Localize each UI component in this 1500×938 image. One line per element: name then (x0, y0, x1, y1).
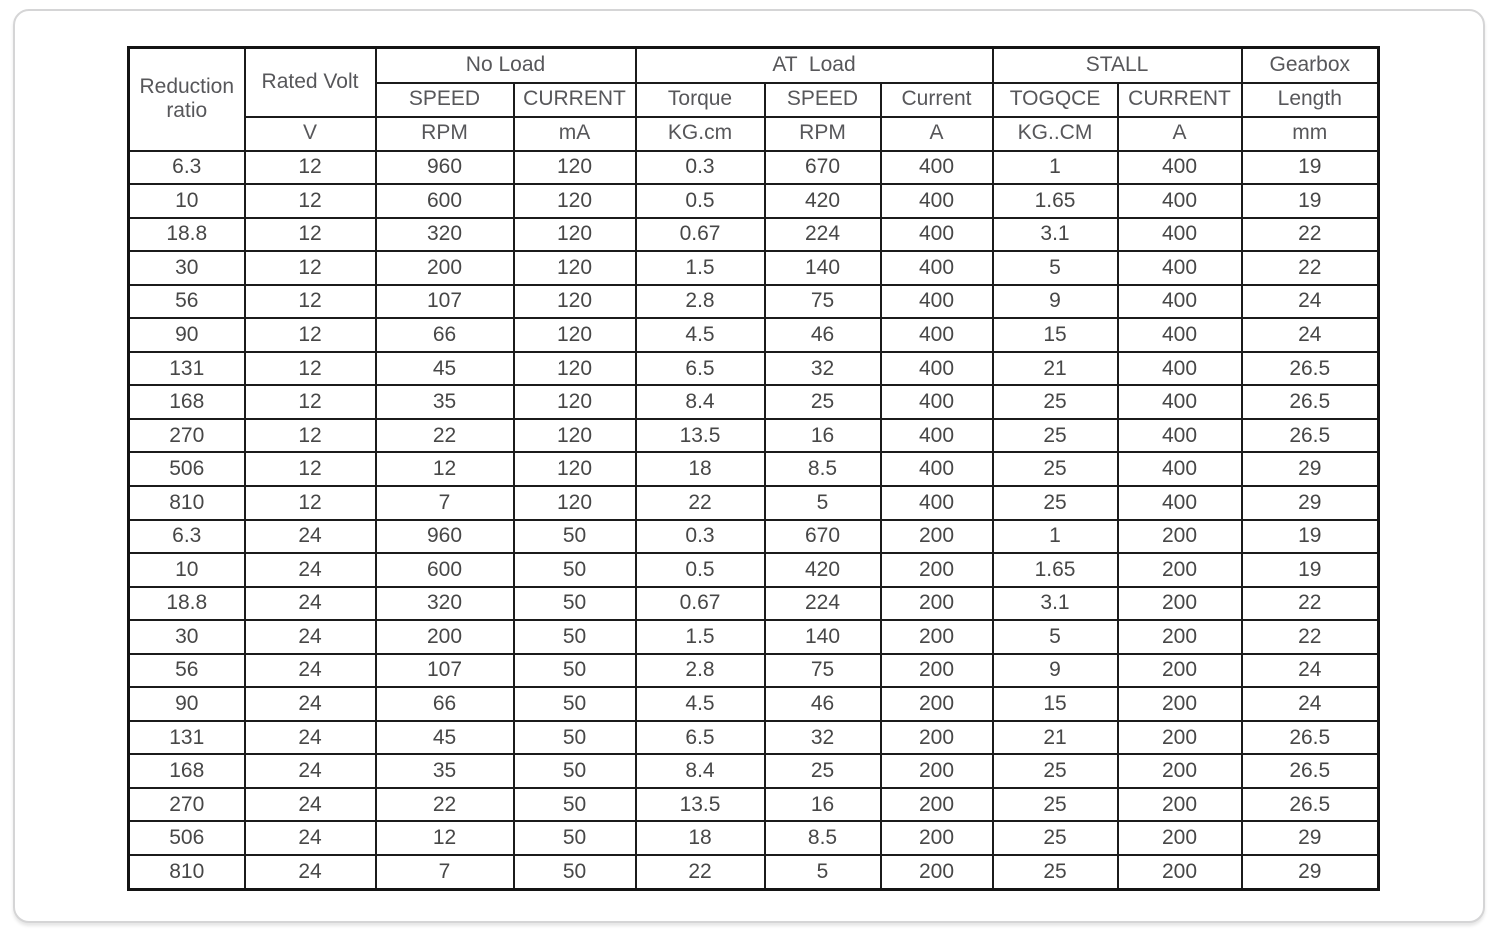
cell-value: 1.65 (993, 184, 1118, 218)
table-row (129, 788, 1379, 822)
cell-value: 7 (376, 855, 514, 890)
cell-value: 32 (765, 352, 881, 386)
cell-value: 120 (514, 318, 636, 352)
table-row (129, 721, 1379, 755)
table-row (129, 486, 1379, 520)
cell-value: 200 (881, 620, 993, 654)
cell-value: 24 (1242, 318, 1379, 352)
cell-value: 2.8 (636, 285, 765, 319)
cell-value: 50 (514, 788, 636, 822)
cell-value: 6.5 (636, 721, 765, 755)
cell-value: 670 (765, 151, 881, 185)
cell-value: 960 (376, 520, 514, 554)
cell-value: 10 (129, 184, 245, 218)
cell-value: 22 (1242, 620, 1379, 654)
cell-value: 140 (765, 251, 881, 285)
cell-value: 1.5 (636, 251, 765, 285)
cell-value: 24 (1242, 687, 1379, 721)
cell-value: 400 (1118, 251, 1242, 285)
cell-value: 0.3 (636, 151, 765, 185)
cell-value: 16 (765, 419, 881, 453)
cell-value: 400 (881, 318, 993, 352)
cell-value: 24 (245, 821, 376, 855)
cell-value: 25 (993, 419, 1118, 453)
cell-value: 22 (376, 788, 514, 822)
cell-value: 200 (881, 855, 993, 890)
cell-value: 120 (514, 218, 636, 252)
cell-value: 24 (245, 855, 376, 890)
unit-gearbox-length: mm (1242, 117, 1379, 151)
cell-value: 24 (1242, 285, 1379, 319)
unit-noload-current: mA (514, 117, 636, 151)
cell-value: 400 (1118, 352, 1242, 386)
cell-value: 1 (993, 151, 1118, 185)
cell-value: 26.5 (1242, 788, 1379, 822)
image-card (13, 9, 1485, 923)
cell-value: 24 (245, 754, 376, 788)
unit-noload-speed: RPM (376, 117, 514, 151)
cell-value: 50 (514, 620, 636, 654)
cell-value: 131 (129, 352, 245, 386)
cell-value: 8.5 (765, 821, 881, 855)
cell-value: 15 (993, 318, 1118, 352)
cell-value: 8.4 (636, 754, 765, 788)
cell-value: 400 (1118, 318, 1242, 352)
cell-value: 6.3 (129, 151, 245, 185)
cell-value: 26.5 (1242, 754, 1379, 788)
cell-value: 18.8 (129, 587, 245, 621)
cell-value: 200 (376, 251, 514, 285)
cell-value: 320 (376, 218, 514, 252)
cell-value: 15 (993, 687, 1118, 721)
cell-value: 90 (129, 318, 245, 352)
cell-value: 24 (245, 553, 376, 587)
cell-value: 400 (1118, 184, 1242, 218)
cell-value: 50 (514, 754, 636, 788)
spec-table-body (129, 151, 1379, 890)
cell-value: 400 (1118, 419, 1242, 453)
cell-value: 200 (1118, 587, 1242, 621)
cell-value: 16 (765, 788, 881, 822)
cell-value: 200 (1118, 654, 1242, 688)
cell-value: 400 (881, 251, 993, 285)
cell-value: 960 (376, 151, 514, 185)
cell-value: 12 (245, 385, 376, 419)
cell-value: 3.1 (993, 587, 1118, 621)
cell-value: 22 (636, 486, 765, 520)
motor-spec-table (127, 46, 1380, 891)
cell-value: 18 (636, 452, 765, 486)
cell-value: 35 (376, 754, 514, 788)
cell-value: 25 (993, 821, 1118, 855)
cell-value: 400 (1118, 151, 1242, 185)
spec-table-header (129, 48, 1379, 151)
cell-value: 24 (245, 788, 376, 822)
cell-value: 24 (245, 620, 376, 654)
cell-value: 8.5 (765, 452, 881, 486)
cell-value: 120 (514, 419, 636, 453)
cell-value: 120 (514, 184, 636, 218)
cell-value: 7 (376, 486, 514, 520)
cell-value: 140 (765, 620, 881, 654)
cell-value: 600 (376, 184, 514, 218)
header-row-groups (129, 48, 1379, 83)
cell-value: 22 (1242, 218, 1379, 252)
cell-value: 506 (129, 821, 245, 855)
cell-value: 200 (881, 821, 993, 855)
cell-value: 0.67 (636, 587, 765, 621)
cell-value: 25 (993, 788, 1118, 822)
cell-value: 50 (514, 553, 636, 587)
cell-value: 12 (245, 419, 376, 453)
cell-value: 270 (129, 419, 245, 453)
cell-value: 200 (881, 654, 993, 688)
table-row (129, 318, 1379, 352)
cell-value: 19 (1242, 520, 1379, 554)
cell-value: 120 (514, 385, 636, 419)
table-row (129, 184, 1379, 218)
subheader-atload-torque: Torque (636, 83, 765, 117)
cell-value: 120 (514, 285, 636, 319)
cell-value: 32 (765, 721, 881, 755)
cell-value: 22 (1242, 587, 1379, 621)
unit-stall-torque: KG..CM (993, 117, 1118, 151)
cell-value: 13.5 (636, 788, 765, 822)
cell-value: 13.5 (636, 419, 765, 453)
cell-value: 19 (1242, 151, 1379, 185)
cell-value: 224 (765, 218, 881, 252)
cell-value: 200 (1118, 553, 1242, 587)
subheader-noload-current: CURRENT (514, 83, 636, 117)
cell-value: 400 (1118, 385, 1242, 419)
cell-value: 506 (129, 452, 245, 486)
cell-value: 24 (245, 520, 376, 554)
cell-value: 56 (129, 285, 245, 319)
table-row (129, 754, 1379, 788)
cell-value: 400 (1118, 218, 1242, 252)
cell-value: 1.65 (993, 553, 1118, 587)
cell-value: 200 (1118, 687, 1242, 721)
cell-value: 120 (514, 151, 636, 185)
cell-value: 18 (636, 821, 765, 855)
cell-value: 8.4 (636, 385, 765, 419)
cell-value: 46 (765, 318, 881, 352)
table-row (129, 821, 1379, 855)
unit-stall-current: A (1118, 117, 1242, 151)
cell-value: 12 (245, 452, 376, 486)
cell-value: 200 (881, 687, 993, 721)
table-row (129, 419, 1379, 453)
cell-value: 0.67 (636, 218, 765, 252)
cell-value: 45 (376, 721, 514, 755)
cell-value: 29 (1242, 821, 1379, 855)
cell-value: 400 (881, 184, 993, 218)
cell-value: 400 (881, 452, 993, 486)
cell-value: 24 (245, 687, 376, 721)
cell-value: 21 (993, 352, 1118, 386)
cell-value: 0.5 (636, 184, 765, 218)
table-row (129, 855, 1379, 890)
cell-value: 18.8 (129, 218, 245, 252)
table-row (129, 218, 1379, 252)
cell-value: 5 (993, 251, 1118, 285)
cell-value: 12 (376, 452, 514, 486)
cell-value: 120 (514, 452, 636, 486)
cell-value: 107 (376, 654, 514, 688)
cell-value: 400 (1118, 452, 1242, 486)
table-row (129, 553, 1379, 587)
cell-value: 50 (514, 520, 636, 554)
subheader-stall-torque: TOGQCE (993, 83, 1118, 117)
cell-value: 200 (881, 721, 993, 755)
cell-value: 12 (245, 352, 376, 386)
cell-value: 6.3 (129, 520, 245, 554)
cell-value: 12 (245, 285, 376, 319)
cell-value: 200 (376, 620, 514, 654)
cell-value: 19 (1242, 553, 1379, 587)
cell-value: 400 (1118, 486, 1242, 520)
cell-value: 24 (1242, 654, 1379, 688)
cell-value: 25 (993, 754, 1118, 788)
cell-value: 10 (129, 553, 245, 587)
cell-value: 6.5 (636, 352, 765, 386)
cell-value: 4.5 (636, 687, 765, 721)
cell-value: 50 (514, 821, 636, 855)
cell-value: 670 (765, 520, 881, 554)
table-row (129, 285, 1379, 319)
cell-value: 12 (245, 318, 376, 352)
unit-atload-current: A (881, 117, 993, 151)
cell-value: 50 (514, 855, 636, 890)
table-row (129, 452, 1379, 486)
cell-value: 25 (993, 855, 1118, 890)
cell-value: 200 (1118, 821, 1242, 855)
cell-value: 200 (881, 553, 993, 587)
cell-value: 25 (765, 385, 881, 419)
cell-value: 24 (245, 721, 376, 755)
subheader-stall-current: CURRENT (1118, 83, 1242, 117)
cell-value: 12 (245, 184, 376, 218)
table-row (129, 352, 1379, 386)
cell-value: 50 (514, 654, 636, 688)
cell-value: 420 (765, 553, 881, 587)
cell-value: 9 (993, 654, 1118, 688)
header-group-no-load: No Load (376, 48, 636, 83)
cell-value: 0.3 (636, 520, 765, 554)
cell-value: 0.5 (636, 553, 765, 587)
cell-value: 29 (1242, 855, 1379, 890)
cell-value: 30 (129, 251, 245, 285)
subheader-noload-speed: SPEED (376, 83, 514, 117)
cell-value: 22 (376, 419, 514, 453)
cell-value: 120 (514, 486, 636, 520)
table-row (129, 520, 1379, 554)
cell-value: 75 (765, 285, 881, 319)
cell-value: 46 (765, 687, 881, 721)
cell-value: 12 (376, 821, 514, 855)
cell-value: 200 (1118, 754, 1242, 788)
table-row (129, 687, 1379, 721)
cell-value: 50 (514, 687, 636, 721)
cell-value: 200 (881, 587, 993, 621)
cell-value: 131 (129, 721, 245, 755)
header-group-stall: STALL (993, 48, 1242, 83)
table-row (129, 587, 1379, 621)
cell-value: 320 (376, 587, 514, 621)
cell-value: 400 (881, 486, 993, 520)
cell-value: 5 (993, 620, 1118, 654)
cell-value: 50 (514, 587, 636, 621)
cell-value: 107 (376, 285, 514, 319)
header-group-at-load: AT Load (636, 48, 993, 83)
table-row (129, 385, 1379, 419)
cell-value: 4.5 (636, 318, 765, 352)
cell-value: 400 (881, 352, 993, 386)
cell-value: 12 (245, 151, 376, 185)
cell-value: 400 (881, 385, 993, 419)
cell-value: 26.5 (1242, 419, 1379, 453)
subheader-atload-speed: SPEED (765, 83, 881, 117)
cell-value: 200 (881, 788, 993, 822)
cell-value: 224 (765, 587, 881, 621)
cell-value: 2.8 (636, 654, 765, 688)
table-row (129, 620, 1379, 654)
cell-value: 26.5 (1242, 385, 1379, 419)
cell-value: 200 (1118, 520, 1242, 554)
cell-value: 29 (1242, 486, 1379, 520)
cell-value: 200 (1118, 620, 1242, 654)
cell-value: 200 (881, 520, 993, 554)
cell-value: 168 (129, 385, 245, 419)
cell-value: 66 (376, 687, 514, 721)
cell-value: 90 (129, 687, 245, 721)
cell-value: 45 (376, 352, 514, 386)
cell-value: 600 (376, 553, 514, 587)
cell-value: 26.5 (1242, 352, 1379, 386)
cell-value: 400 (1118, 285, 1242, 319)
unit-rated-volt: V (245, 117, 376, 151)
subheader-gearbox-length: Length (1242, 83, 1379, 117)
cell-value: 75 (765, 654, 881, 688)
cell-value: 19 (1242, 184, 1379, 218)
cell-value: 200 (1118, 721, 1242, 755)
cell-value: 30 (129, 620, 245, 654)
cell-value: 168 (129, 754, 245, 788)
header-row-units (129, 117, 1379, 151)
cell-value: 3.1 (993, 218, 1118, 252)
cell-value: 1.5 (636, 620, 765, 654)
subheader-atload-current: Current (881, 83, 993, 117)
cell-value: 21 (993, 721, 1118, 755)
cell-value: 270 (129, 788, 245, 822)
cell-value: 35 (376, 385, 514, 419)
cell-value: 24 (245, 654, 376, 688)
cell-value: 400 (881, 151, 993, 185)
cell-value: 400 (881, 419, 993, 453)
cell-value: 56 (129, 654, 245, 688)
header-rated-volt: Rated Volt (245, 48, 376, 117)
cell-value: 22 (636, 855, 765, 890)
header-reduction-ratio: Reduction ratio (129, 48, 245, 151)
cell-value: 12 (245, 251, 376, 285)
cell-value: 810 (129, 486, 245, 520)
cell-value: 9 (993, 285, 1118, 319)
cell-value: 420 (765, 184, 881, 218)
cell-value: 5 (765, 855, 881, 890)
table-row (129, 151, 1379, 185)
cell-value: 50 (514, 721, 636, 755)
header-gearbox: Gearbox (1242, 48, 1379, 83)
cell-value: 5 (765, 486, 881, 520)
cell-value: 25 (765, 754, 881, 788)
cell-value: 12 (245, 218, 376, 252)
cell-value: 25 (993, 385, 1118, 419)
cell-value: 200 (1118, 788, 1242, 822)
cell-value: 200 (881, 754, 993, 788)
cell-value: 22 (1242, 251, 1379, 285)
cell-value: 400 (881, 285, 993, 319)
cell-value: 25 (993, 486, 1118, 520)
unit-atload-torque: KG.cm (636, 117, 765, 151)
unit-atload-speed: RPM (765, 117, 881, 151)
cell-value: 12 (245, 486, 376, 520)
cell-value: 24 (245, 587, 376, 621)
cell-value: 120 (514, 251, 636, 285)
cell-value: 400 (881, 218, 993, 252)
table-row (129, 251, 1379, 285)
cell-value: 66 (376, 318, 514, 352)
cell-value: 120 (514, 352, 636, 386)
cell-value: 25 (993, 452, 1118, 486)
cell-value: 29 (1242, 452, 1379, 486)
cell-value: 1 (993, 520, 1118, 554)
table-row (129, 654, 1379, 688)
cell-value: 810 (129, 855, 245, 890)
cell-value: 200 (1118, 855, 1242, 890)
cell-value: 26.5 (1242, 721, 1379, 755)
